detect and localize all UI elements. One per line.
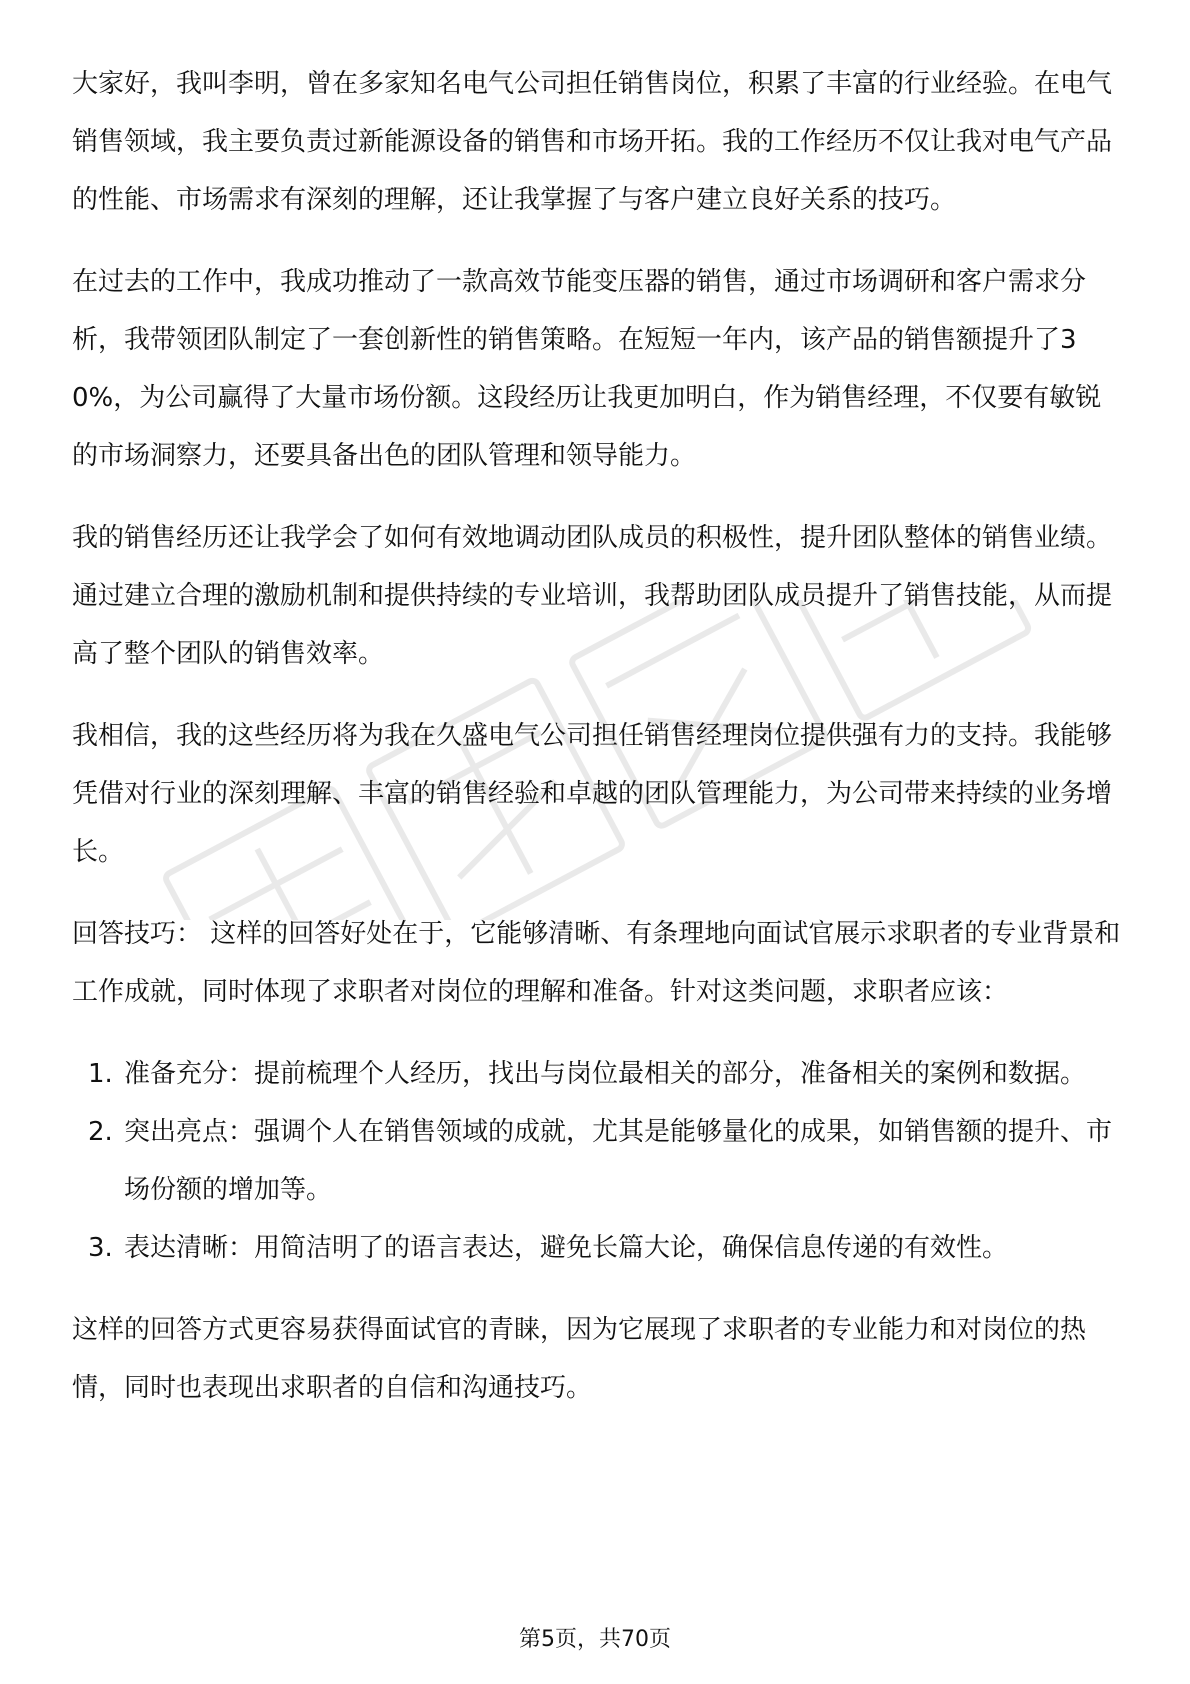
tips-list <box>72 1045 1122 1277</box>
paragraph-closing: 这样的回答方式更容易获得面试官的青睐，因为它展现了求职者的专业能力和对岗位的热情，同时也表现出求职者的自信和沟通技巧。 <box>72 1315 1087 1403</box>
list-item-number: 3. <box>88 1233 113 1263</box>
list-item <box>72 1045 1122 1103</box>
paragraph-belief: 我相信，我的这些经历将为我在久盛电气公司担任销售经理岗位提供强有力的支持。我能够凭借对行业的深刻理解、丰富的销售经验和卓越的团队管理能力，为公司带来持续的业务增长。 <box>72 721 1113 867</box>
paragraph-team: 我的销售经历还让我学会了如何有效地调动团队成员的积极性，提升团队整体的销售业绩。通过建立合理的激励机制和提供持续的专业培训，我帮助团队成员提升了销售技能，从而提高了整个团队的销售效率。 <box>72 523 1113 669</box>
paragraph-achievement: 在过去的工作中，我成功推动了一款高效节能变压器的销售，通过市场调研和客户需求分析，我带领团队制定了一套创新性的销售策略。在短短一年内，该产品的销售额提升了30%，为公司赢得了大量市场份额。这段经历让我更加明白，作为销售经理，不仅要有敏锐的市场洞察力，还要具备出色的团队管理和领导能力。 <box>72 267 1102 471</box>
list-item <box>72 1219 1122 1277</box>
paragraph-intro: 大家好，我叫李明，曾在多家知名电气公司担任销售岗位，积累了丰富的行业经验。在电气销售领域，我主要负责过新能源设备的销售和市场开拓。我的工作经历不仅让我对电气产品的性能、市场需求有深刻的理解，还让我掌握了与客户建立良好关系的技巧。 <box>72 69 1113 215</box>
list-item-number: 1. <box>88 1059 113 1089</box>
document-body <box>72 55 1122 1441</box>
page-indicator: 第5页，共70页 <box>519 1627 671 1652</box>
list-item-text: 表达清晰：用简洁明了的语言表达，避免长篇大论，确保信息传递的有效性。 <box>124 1233 1009 1263</box>
list-item-number: 2. <box>88 1117 113 1147</box>
paragraph-answer-tips: 回答技巧： 这样的回答好处在于，它能够清晰、有条理地向面试官展示求职者的专业背景和工作成就，同时体现了求职者对岗位的理解和准备。针对这类问题，求职者应该： <box>72 919 1121 1007</box>
list-item <box>72 1103 1122 1219</box>
list-item-text: 突出亮点：强调个人在销售领域的成就，尤其是能够量化的成果，如销售额的提升、市场份额的增加等。 <box>124 1117 1113 1205</box>
list-item-text: 准备充分：提前梳理个人经历，找出与岗位最相关的部分，准备相关的案例和数据。 <box>124 1059 1087 1089</box>
